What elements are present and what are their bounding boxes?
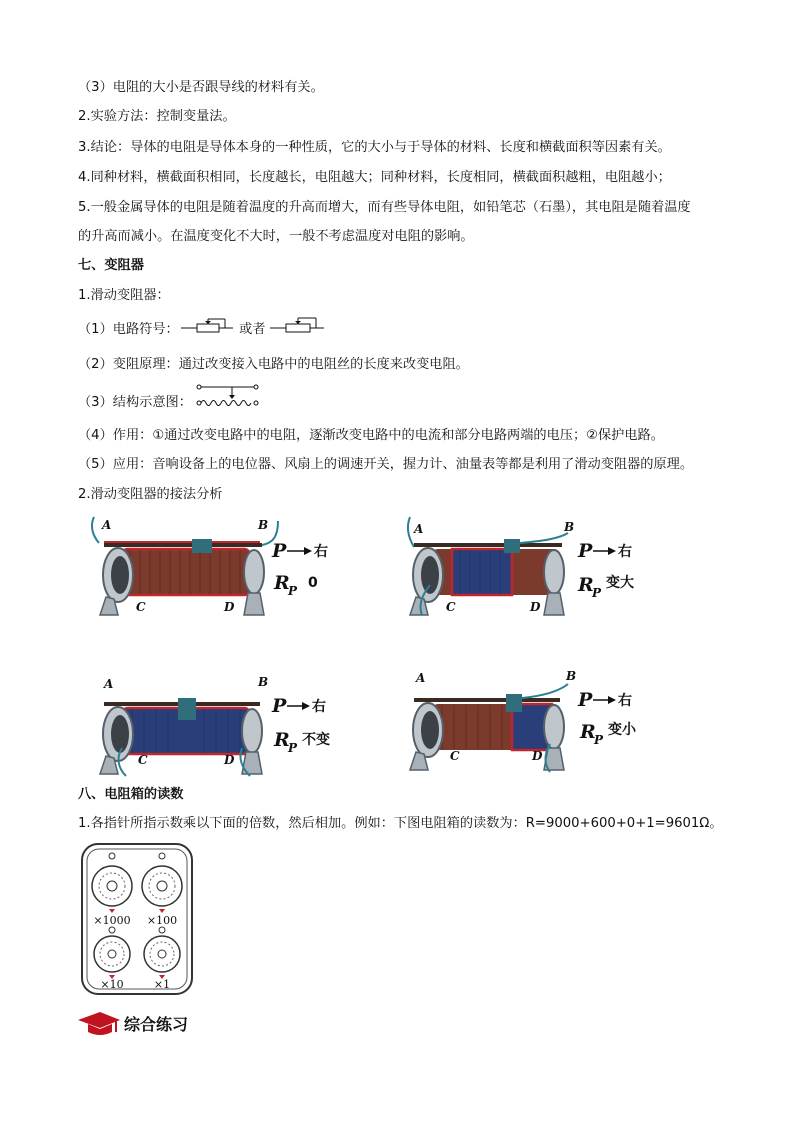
- rheostat-body: [92, 517, 278, 615]
- rheostat-symbol-alt-icon: [270, 316, 326, 338]
- resistance-result: 变大: [606, 575, 634, 591]
- text-principle: （2）变阻原理：通过改变接入电路中的电阻丝的长度来改变电阻。: [78, 357, 469, 372]
- terminal-a-label: A: [416, 671, 426, 685]
- text-sliding-rheostat: 1.滑动变阻器：: [78, 288, 170, 303]
- direction-label: 右: [618, 693, 632, 709]
- text-function: （4）作用：①通过改变电路中的电阻，逐渐改变电路中的电流和部分电路两端的电压；②保护电路。: [78, 428, 664, 443]
- rheostat-figure-2: [392, 515, 652, 620]
- resistance-r-label: R: [274, 729, 290, 751]
- terminal-c-label: C: [138, 753, 148, 767]
- rheostat-figure-4: [392, 668, 652, 773]
- terminal-d-label: D: [530, 600, 541, 614]
- circuit-symbol-label: （1）电路符号：: [78, 322, 179, 337]
- terminal-c-label: C: [450, 749, 460, 763]
- rheostat-body: [408, 517, 568, 615]
- terminal-b-label: B: [566, 669, 577, 683]
- rheostat-figure-3: [82, 672, 342, 777]
- practice-title: 综合练习: [124, 1014, 189, 1034]
- slider-p-label: P: [578, 540, 593, 562]
- text-structure: [78, 394, 260, 412]
- terminal-a-label: A: [414, 522, 424, 536]
- terminal-a-label: A: [104, 677, 114, 691]
- structure-label: （3）结构示意图：: [78, 395, 192, 410]
- text-rule-5a: 5.一般金属导体的电阻是随着温度的升高而增大，而有些导体电阻，如铅笔芯（石墨），其电阻是随着温度: [78, 200, 691, 215]
- resistance-r-label: R: [578, 574, 594, 596]
- text-conclusion: 3.结论：导体的电阻是导体本身的一种性质，它的大小与于导体的材料、长度和横截面积等因素有关。: [78, 140, 671, 155]
- terminal-a-label: A: [102, 518, 112, 532]
- heading-7: 七、变阻器: [78, 258, 144, 273]
- resistance-sub-label: P: [594, 733, 604, 747]
- terminal-d-label: D: [532, 749, 543, 763]
- slider-p-label: P: [272, 540, 287, 562]
- resistance-result: 不变: [302, 732, 330, 748]
- text-reading-rule: 1.各指针所指示数乘以下面的倍数，然后相加。例如：下图电阻箱的读数为：R=9000+600+0+1=9601Ω。: [78, 816, 723, 831]
- multiplier-1: ×1: [153, 978, 171, 991]
- practice-heading: [76, 1008, 188, 1038]
- terminal-b-label: B: [564, 520, 575, 534]
- text-rule-5b: 的升高而减小。在温度变化不大时，一般不考虑温度对电阻的影响。: [78, 229, 474, 244]
- multiplier-100: ×100: [146, 914, 178, 927]
- slider-p-label: P: [272, 695, 287, 717]
- heading-8: 八、电阻箱的读数: [78, 787, 184, 802]
- resistance-r-label: R: [274, 572, 290, 594]
- multiplier-1000: ×1000: [93, 914, 131, 927]
- text-application: （5）应用：音响设备上的电位器、风扇上的调速开关，握力计、油量表等都是利用了滑动变阻器的原理。: [78, 457, 694, 472]
- resistance-sub-label: P: [288, 584, 298, 598]
- rheostat-symbol-icon: [181, 316, 235, 338]
- terminal-b-label: B: [258, 675, 269, 689]
- resistance-result: 变小: [608, 722, 636, 738]
- resistance-sub-label: P: [288, 741, 298, 755]
- or-label: 或者: [239, 322, 266, 337]
- direction-label: 右: [314, 544, 328, 560]
- resistance-box-figure: [80, 842, 195, 997]
- slider-p-label: P: [578, 689, 593, 711]
- structure-diagram-icon: [196, 383, 260, 409]
- terminal-c-label: C: [446, 600, 456, 614]
- rheostat-body: [100, 698, 262, 776]
- text-line-3: （3）电阻的大小是否跟导线的材料有关。: [78, 80, 324, 95]
- text-connection-analysis: 2.滑动变阻器的接法分析: [78, 487, 223, 502]
- rheostat-body: [410, 684, 568, 772]
- text-method: 2.实验方法：控制变量法。: [78, 109, 236, 124]
- text-circuit-symbol: [78, 320, 326, 339]
- terminal-d-label: D: [224, 600, 235, 614]
- terminal-c-label: C: [136, 600, 146, 614]
- resistance-sub-label: P: [592, 586, 602, 600]
- direction-label: 右: [312, 699, 326, 715]
- resistance-r-label: R: [580, 721, 596, 743]
- graduation-cap-icon: [76, 1008, 122, 1038]
- rheostat-figure-1: [82, 515, 342, 620]
- terminal-d-label: D: [224, 753, 235, 767]
- multiplier-10: ×10: [100, 978, 124, 991]
- direction-label: 右: [618, 544, 632, 560]
- resistance-result: 0: [308, 575, 318, 591]
- text-rule-4: 4.同种材料，横截面积相同，长度越长，电阻越大；同种材料，长度相同，横截面积越粗，电阻越小；: [78, 170, 671, 185]
- terminal-b-label: B: [258, 518, 269, 532]
